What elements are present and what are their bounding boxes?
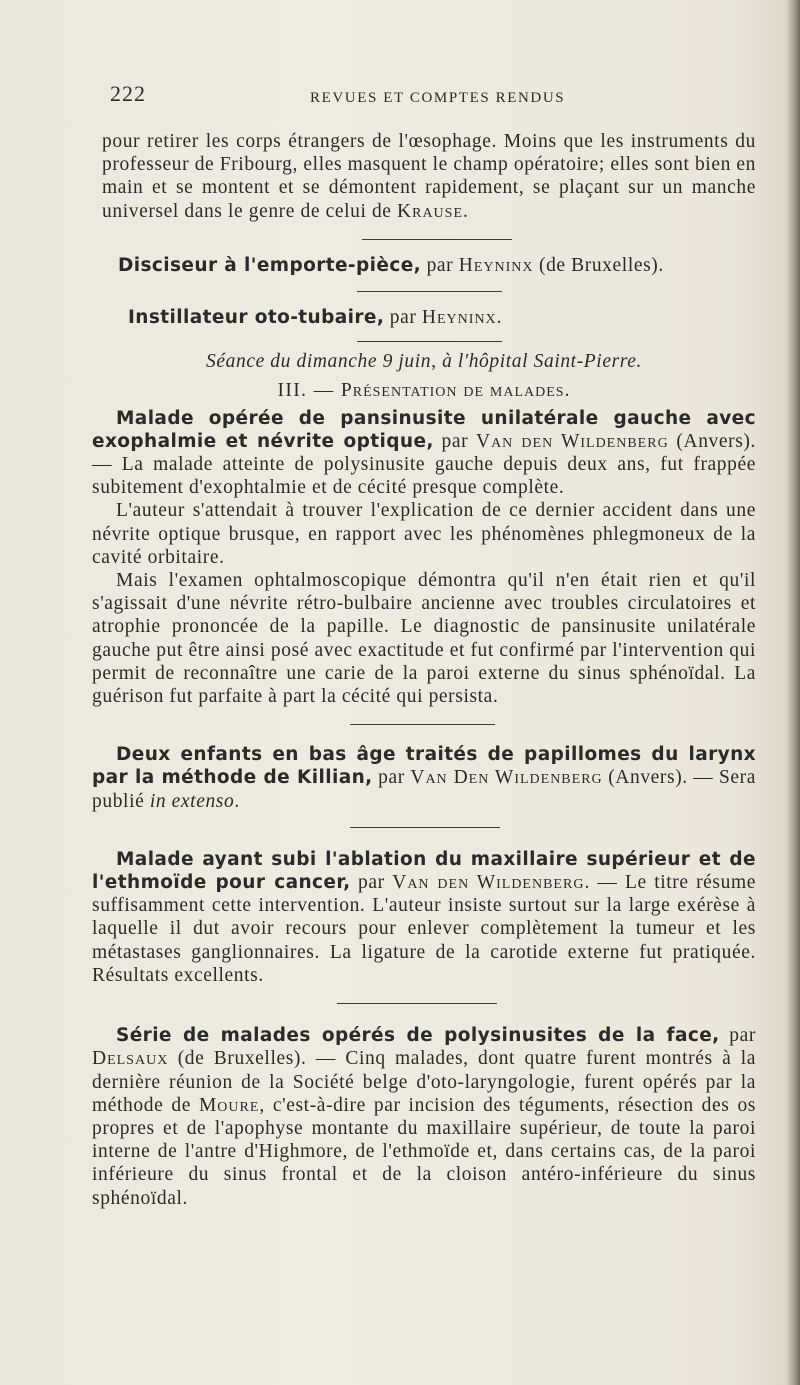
separator-rule bbox=[350, 827, 500, 828]
case-by: par bbox=[372, 767, 411, 789]
running-title: REVUES ET COMPTES RENDUS bbox=[310, 90, 566, 106]
seance-heading: Séance du dimanche 9 juin, à l'hôpital Saint-Pierre. bbox=[206, 351, 642, 373]
item-title: Instillateur oto-tubaire, bbox=[128, 307, 385, 329]
case1-paragraph bbox=[92, 407, 756, 500]
item-instillateur bbox=[128, 306, 756, 329]
item-title: Disciseur à l'emporte-pièce, bbox=[118, 254, 422, 276]
case-text: (Anvers). — Sera publié bbox=[92, 767, 756, 812]
page-content bbox=[92, 82, 756, 1210]
case-title: Deux enfants en bas âge traités de papillomes du larynx par la méthode de Killian, bbox=[92, 744, 756, 789]
intro-paragraph bbox=[102, 130, 756, 223]
case1-paragraph-2: L'auteur s'attendait à trouver l'explication de ce dernier accident dans une névrite optique brusque, en rapport avec les phénomènes phlegmoneux de la cavité orbitaire. bbox=[92, 500, 756, 568]
item-author: Heyninx bbox=[421, 307, 497, 329]
case-author: Delsaux bbox=[92, 1048, 169, 1070]
separator-rule bbox=[350, 724, 495, 725]
case-author: Van den Wildenberg bbox=[392, 872, 585, 894]
item-disciseur bbox=[118, 254, 756, 277]
section-title: Présentation de malades. bbox=[340, 380, 571, 402]
case-text: (de Bruxelles). — Cinq malades, dont quatre furent montrés à la dernière réunion de la Société belge d'oto-laryngologie, furent opérés par la méthode de bbox=[92, 1048, 756, 1116]
case-italic: in extenso bbox=[149, 790, 235, 812]
case-title: Malade opérée de pansinusite unilatérale gauche avec exophalmie et névrite optique, bbox=[92, 407, 756, 452]
page-header bbox=[110, 82, 756, 112]
case-text-2: , c'est-à-dire par incision des téguments, résection des os propres et de l'apophyse montante du maxillaire supérieur, de toute la paroi interne de l'antre d'Highmore, de l'ethmoïde et, dans certains cas, de la paroi inférieure du sinus frontal et de la cloison antéro-inférieure du sinus sphénoïdal. bbox=[92, 1094, 757, 1209]
case4-paragraph bbox=[92, 1024, 756, 1210]
intro-author: Krause bbox=[397, 200, 464, 222]
item-by: par bbox=[384, 307, 422, 329]
item-author: Heyninx bbox=[458, 254, 534, 276]
section-heading bbox=[92, 379, 756, 402]
page-edge-shadow bbox=[786, 0, 800, 1385]
intro-text: pour retirer les corps étrangers de l'œsophage. Moins que les instruments du professeur de Fribourg, elles masquent le champ opératoire; elles sont bien en main et se montent et se démontent rapidement, se plaçant sur un manche universel dans le genre de celui de bbox=[102, 131, 757, 222]
case-text: (Anvers). — La malade atteinte de polysinusite gauche depuis deux ans, fut frappée subitement d'exophtalmie et de cécité presque complète. bbox=[92, 430, 756, 499]
item-rest: (de Bruxelles). bbox=[533, 254, 664, 276]
case2-paragraph bbox=[92, 743, 756, 813]
case-author: Van den Wildenberg bbox=[475, 430, 669, 452]
separator-rule bbox=[357, 341, 502, 342]
item-rest: . bbox=[496, 307, 503, 329]
section-number: III. — bbox=[277, 380, 341, 402]
case1-paragraph-3: Mais l'examen ophtalmoscopique démontra qu'il n'en était rien et qu'il s'agissait d'une névrite rétro-bulbaire ancienne avec troubles circulatoires et atrophie prononcée de la papille. Le diagnostic de pansinusite unilatérale gauche put être ainsi posé avec exactitude et fut confirmé par l'intervention qui permit de reconnaître une carie de la paroi externe du sinus sphénoïdal. La guérison fut parfaite à part la cécité qui persista. bbox=[92, 570, 756, 708]
separator-rule bbox=[357, 291, 502, 292]
case-text: . — Le titre résume suffisamment cette intervention. L'auteur insiste surtout sur la large exérèse à laquelle il dut avoir recours pour enlever complètement la tumeur et les métastases ganglionnaires. La ligature de la carotide externe fut pratiquée. Résultats excellents. bbox=[92, 872, 756, 986]
case3-paragraph bbox=[92, 848, 756, 987]
case-by: par bbox=[719, 1025, 756, 1047]
separator-rule bbox=[362, 239, 512, 240]
case-title: Malade ayant subi l'ablation du maxillaire supérieur et de l'ethmoïde pour cancer, bbox=[92, 848, 756, 894]
case-by: par bbox=[350, 872, 393, 894]
page-number: 222 bbox=[110, 81, 146, 106]
case-author: Van Den Wildenberg bbox=[410, 767, 603, 789]
case-author-2: Moure bbox=[198, 1094, 260, 1116]
intro-end: . bbox=[463, 200, 469, 222]
case-title: Série de malades opérés de polysinusites de la face, bbox=[116, 1025, 720, 1047]
case-end: . bbox=[234, 790, 240, 812]
separator-rule bbox=[337, 1003, 497, 1004]
case-by: par bbox=[433, 430, 476, 452]
item-by: par bbox=[421, 254, 459, 276]
